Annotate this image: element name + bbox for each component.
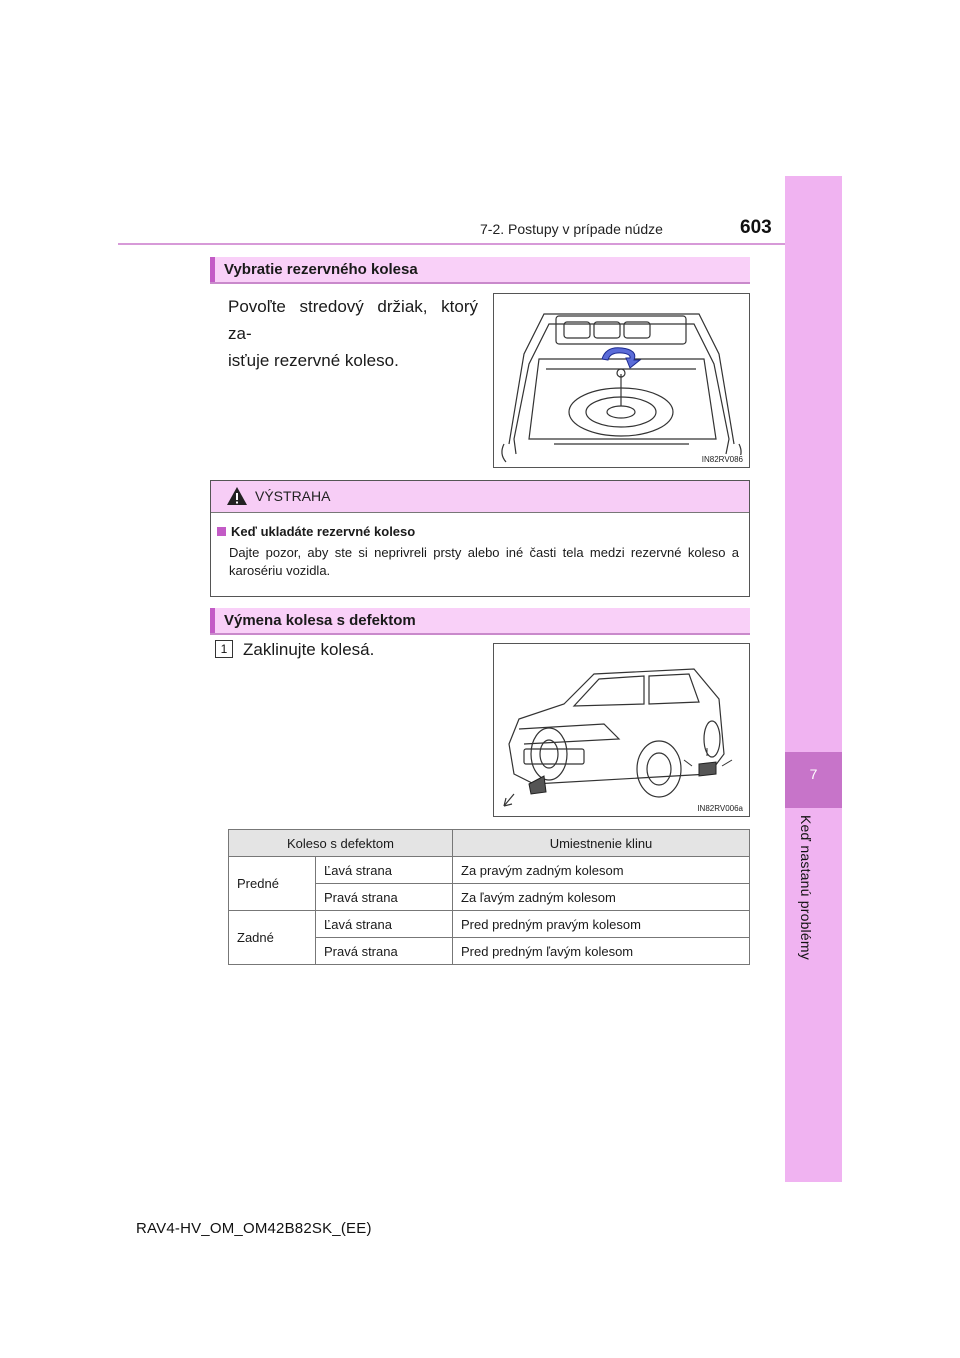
warning-body: Dajte pozor, aby ste si neprivreli prsty alebo iné časti tela medzi rezervné koleso a karosériu vozidla. [229,545,739,578]
table-cell-location: Za pravým zadným kolesom [453,857,750,884]
warning-triangle-icon [226,486,248,506]
table-header-cell: Umiestnenie klinu [453,830,750,857]
warning-label: VÝSTRAHA [255,488,331,504]
table-cell-side: Ľavá strana [316,857,453,884]
figure-wheel-chocks [493,643,750,817]
chapter-side-tab [785,176,842,1182]
chapter-title: Keď nastanú problémy [798,815,814,960]
step-number: 1 [215,640,233,658]
table-row [229,857,750,884]
section-marker [210,257,215,282]
table-header-cell: Koleso s defektom [229,830,453,857]
paragraph-line: isťuje rezervné koleso. [228,351,399,370]
section-bar-spare-removal [210,257,750,284]
spare-removal-text [228,293,478,374]
table-header-row [229,830,750,857]
chapter-number: 7 [809,766,818,782]
wheel-chock-table [228,829,750,965]
table-cell-wheel: Zadné [229,911,316,965]
section-bar-flat-tire [210,608,750,635]
header-section-title: 7-2. Postupy v prípade núdze [480,221,663,237]
table-cell-side: Pravá strana [316,884,453,911]
table-cell-side: Pravá strana [316,938,453,965]
car-chock-illustration [494,644,749,816]
section-marker [210,608,215,633]
square-bullet-icon [217,527,226,536]
header-rule [118,243,785,245]
section-title: Vybratie rezervného kolesa [224,261,418,278]
table-cell-location: Za ľavým zadným kolesom [453,884,750,911]
section-title: Výmena kolesa s defektom [224,612,416,629]
warning-subtitle: Keď ukladáte rezervné koleso [231,524,416,539]
table-cell-side: Ľavá strana [316,911,453,938]
figure-spare-wheel-trunk [493,293,750,468]
warning-header [211,481,749,513]
step-text: Zaklinujte kolesá. [243,640,375,659]
footer-document-code: RAV4-HV_OM_OM42B82SK_(EE) [136,1220,372,1237]
warning-subtitle-row [217,524,415,539]
table-cell-location: Pred predným ľavým kolesom [453,938,750,965]
page-number: 603 [740,217,772,238]
table-cell-wheel: Predné [229,857,316,911]
table-cell-location: Pred predným pravým kolesom [453,911,750,938]
figure-id: IN82RV006a [697,804,743,813]
figure-id: IN82RV086 [701,455,743,464]
table-row [229,911,750,938]
paragraph-line: Povoľte stredový držiak, ktorý za- [228,297,478,343]
trunk-illustration [494,294,749,467]
warning-box [210,480,750,597]
